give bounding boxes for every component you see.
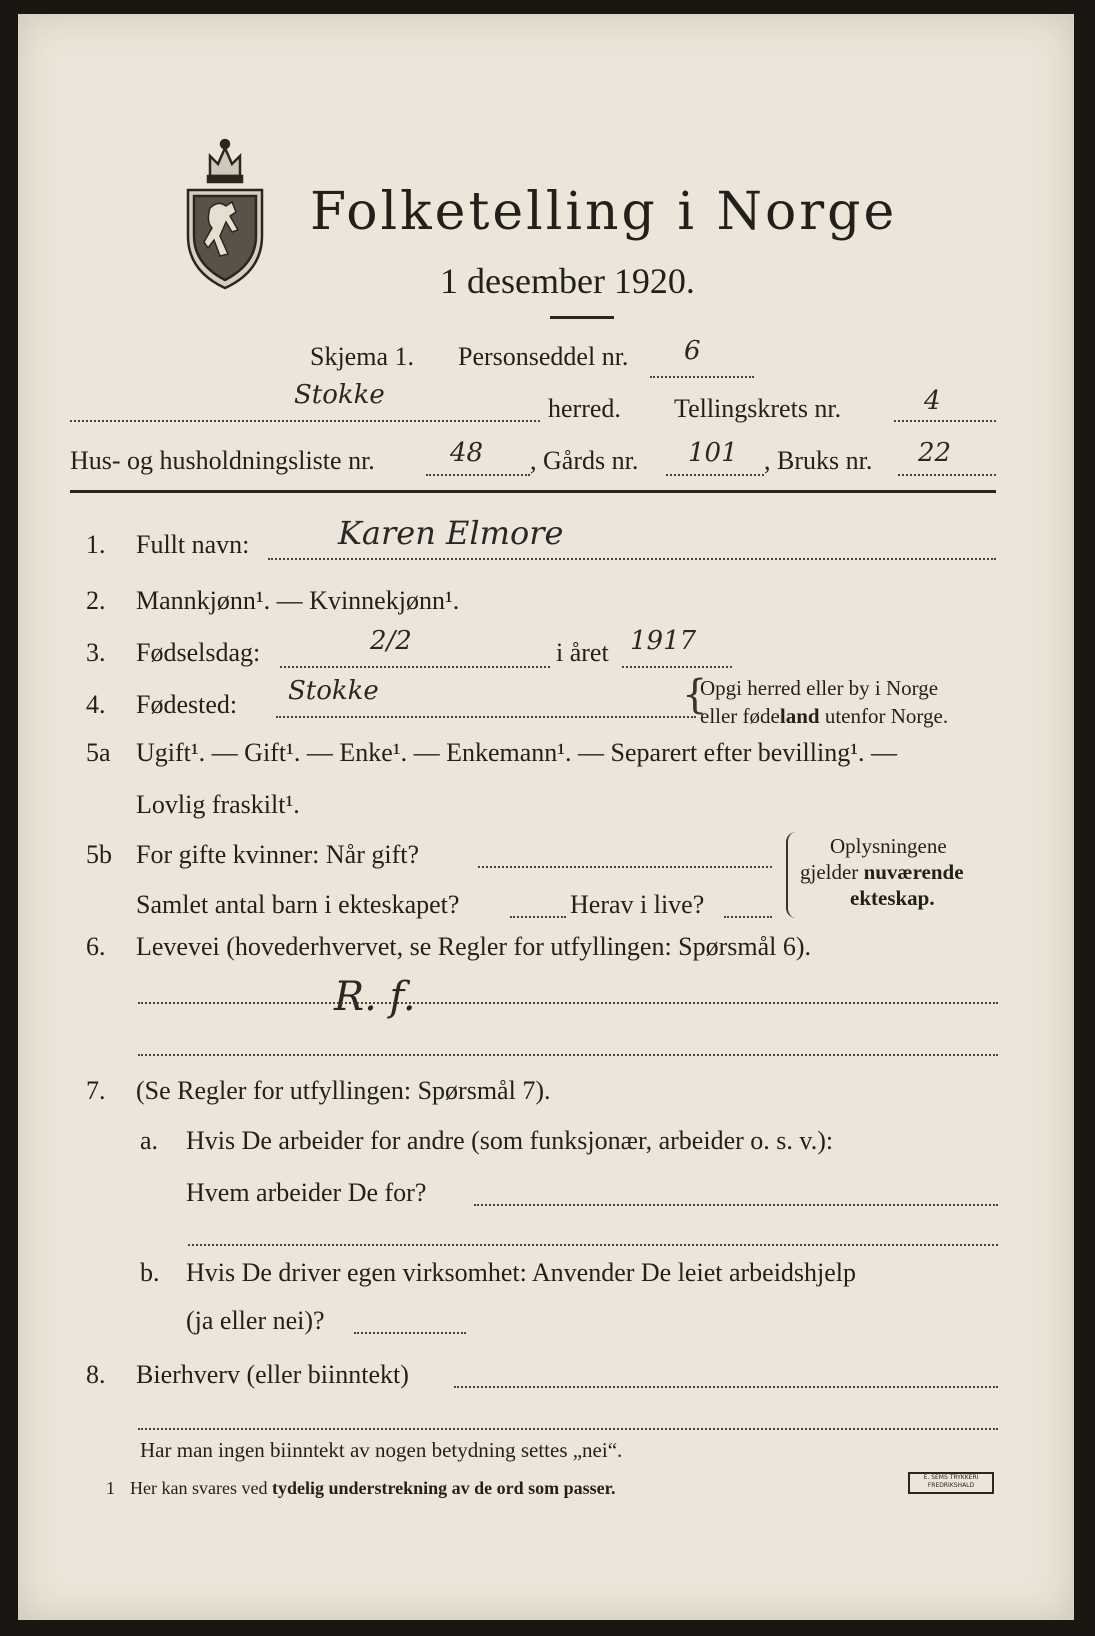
census-form-page [18, 14, 1074, 1620]
q3-year-line [622, 666, 732, 668]
personseddel-line [650, 376, 754, 378]
hus-value[interactable]: 48 [450, 438, 484, 468]
q5b-alive-line [724, 916, 772, 918]
q6-line-1 [138, 1002, 998, 1004]
q5a-number: 5a [86, 738, 111, 767]
herred-value[interactable]: Stokke [294, 380, 385, 410]
coat-of-arms-icon [180, 136, 270, 292]
q5b-note-text-b: nuværende [863, 860, 964, 884]
gards-value[interactable]: 101 [688, 438, 738, 468]
q3-number: 3. [86, 638, 106, 667]
q8-line-1 [454, 1386, 998, 1388]
footnote-mark: 1 [106, 1478, 115, 1498]
section-rule [70, 490, 996, 493]
skjema-label: Skjema 1. [310, 342, 414, 371]
printer-stamp: E. SEMS TRYKKERI FREDRIKSHALD [908, 1472, 994, 1494]
q4-line [276, 716, 696, 718]
tellingskrets-label: Tellingskrets nr. [674, 394, 842, 423]
herred-label: herred. [548, 394, 621, 423]
q5b-label-3: Herav i live? [570, 890, 705, 919]
q6-label: Levevei (hovederhvervet, se Regler for utfyllingen: Spørsmål 6). [136, 932, 812, 961]
q8-number: 8. [86, 1360, 106, 1389]
q5b-note-text-a: gjelder [800, 860, 864, 884]
q6-value[interactable]: R. f. [334, 974, 416, 1020]
q7a-line-2 [188, 1244, 998, 1246]
q1-number: 1. [86, 530, 106, 559]
q4-label: Fødested: [136, 690, 238, 719]
q7a-letter: a. [140, 1126, 159, 1155]
q5b-note-line-2 [800, 860, 964, 885]
q8-label: Bierhverv (eller biinntekt) [136, 1360, 409, 1389]
q3-line [280, 666, 550, 668]
q7-number: 7. [86, 1076, 106, 1105]
q1-line [268, 558, 996, 560]
q7a-label-2: Hvem arbeider De for? [186, 1178, 427, 1207]
q4-note-line-1: Opgi herred eller by i Norge [700, 676, 939, 700]
q3-year-value[interactable]: 1917 [630, 626, 697, 656]
q7b-line [354, 1332, 466, 1334]
bruks-label: , Bruks nr. [764, 446, 873, 475]
q5b-label: For gifte kvinner: Når gift? [136, 840, 420, 869]
q3-value[interactable]: 2/2 [370, 626, 412, 656]
q7a-label: Hvis De arbeider for andre (som funksjonær, arbeider o. s. v.): [186, 1126, 834, 1155]
q2-label: Mannkjønn¹. — Kvinnekjønn¹. [136, 586, 460, 615]
q5b-number: 5b [86, 840, 112, 869]
q6-line-2 [138, 1054, 998, 1056]
census-date: 1 desember 1920. [440, 261, 695, 301]
footnote-text [130, 1478, 616, 1499]
q3-year-label: i året [556, 638, 609, 667]
tellingskrets-line [894, 420, 996, 422]
q5b-note-line-1: Oplysningene [830, 834, 947, 858]
bruks-line [898, 474, 996, 476]
q6-number: 6. [86, 932, 106, 961]
q2-number: 2. [86, 586, 106, 615]
q4-note-text-c: utenfor Norge. [819, 704, 949, 728]
q5b-children-line [510, 916, 566, 918]
q3-label: Fødselsdag: [136, 638, 261, 667]
q5b-note-text-c: ekteskap. [850, 886, 935, 910]
q7b-label: Hvis De driver egen virksomhet: Anvender De leiet arbeidshjelp [186, 1258, 857, 1287]
document-title: Folketelling i Norge [310, 182, 898, 242]
q4-value[interactable]: Stokke [288, 676, 379, 706]
q7b-letter: b. [140, 1258, 160, 1287]
q4-number: 4. [86, 690, 106, 719]
q8-note: Har man ingen biinntekt av nogen betydning settes „nei“. [140, 1438, 623, 1462]
q7a-line-1 [474, 1204, 998, 1206]
title-rule [550, 316, 614, 319]
q4-note-brace: { [682, 672, 708, 718]
q5b-note-line-3 [850, 886, 935, 911]
bruks-value[interactable]: 22 [918, 438, 952, 468]
personseddel-label: Personseddel nr. [458, 342, 629, 371]
q4-note-text-b: land [779, 704, 820, 728]
q7b-label-2: (ja eller nei)? [186, 1306, 325, 1335]
q5b-label-2: Samlet antal barn i ekteskapet? [136, 890, 460, 919]
q4-note-text-a: eller føde [700, 704, 780, 728]
q1-value[interactable]: Karen Elmore [338, 514, 564, 552]
gards-line [666, 474, 764, 476]
q5a-label: Ugift¹. — Gift¹. — Enke¹. — Enkemann¹. — Separert efter bevilling¹. — [136, 738, 898, 767]
q4-note-line-2 [700, 704, 948, 729]
hus-label: Hus- og husholdningsliste nr. [70, 446, 375, 475]
personseddel-value[interactable]: 6 [684, 336, 701, 366]
q5b-married-line [478, 866, 772, 868]
q8-line-2 [138, 1428, 998, 1430]
q1-label: Fullt navn: [136, 530, 250, 559]
tellingskrets-value[interactable]: 4 [924, 386, 941, 416]
q5a-label-2: Lovlig fraskilt¹. [136, 790, 300, 819]
q5b-note-brace [786, 832, 798, 918]
herred-line [70, 420, 540, 422]
hus-line [426, 474, 530, 476]
footnote-text-b: tydelig understrekning av de ord som passer. [271, 1478, 616, 1498]
footnote-text-a: Her kan svares ved [130, 1478, 272, 1498]
q7-label: (Se Regler for utfyllingen: Spørsmål 7). [136, 1076, 551, 1105]
gards-label: , Gårds nr. [530, 446, 639, 475]
